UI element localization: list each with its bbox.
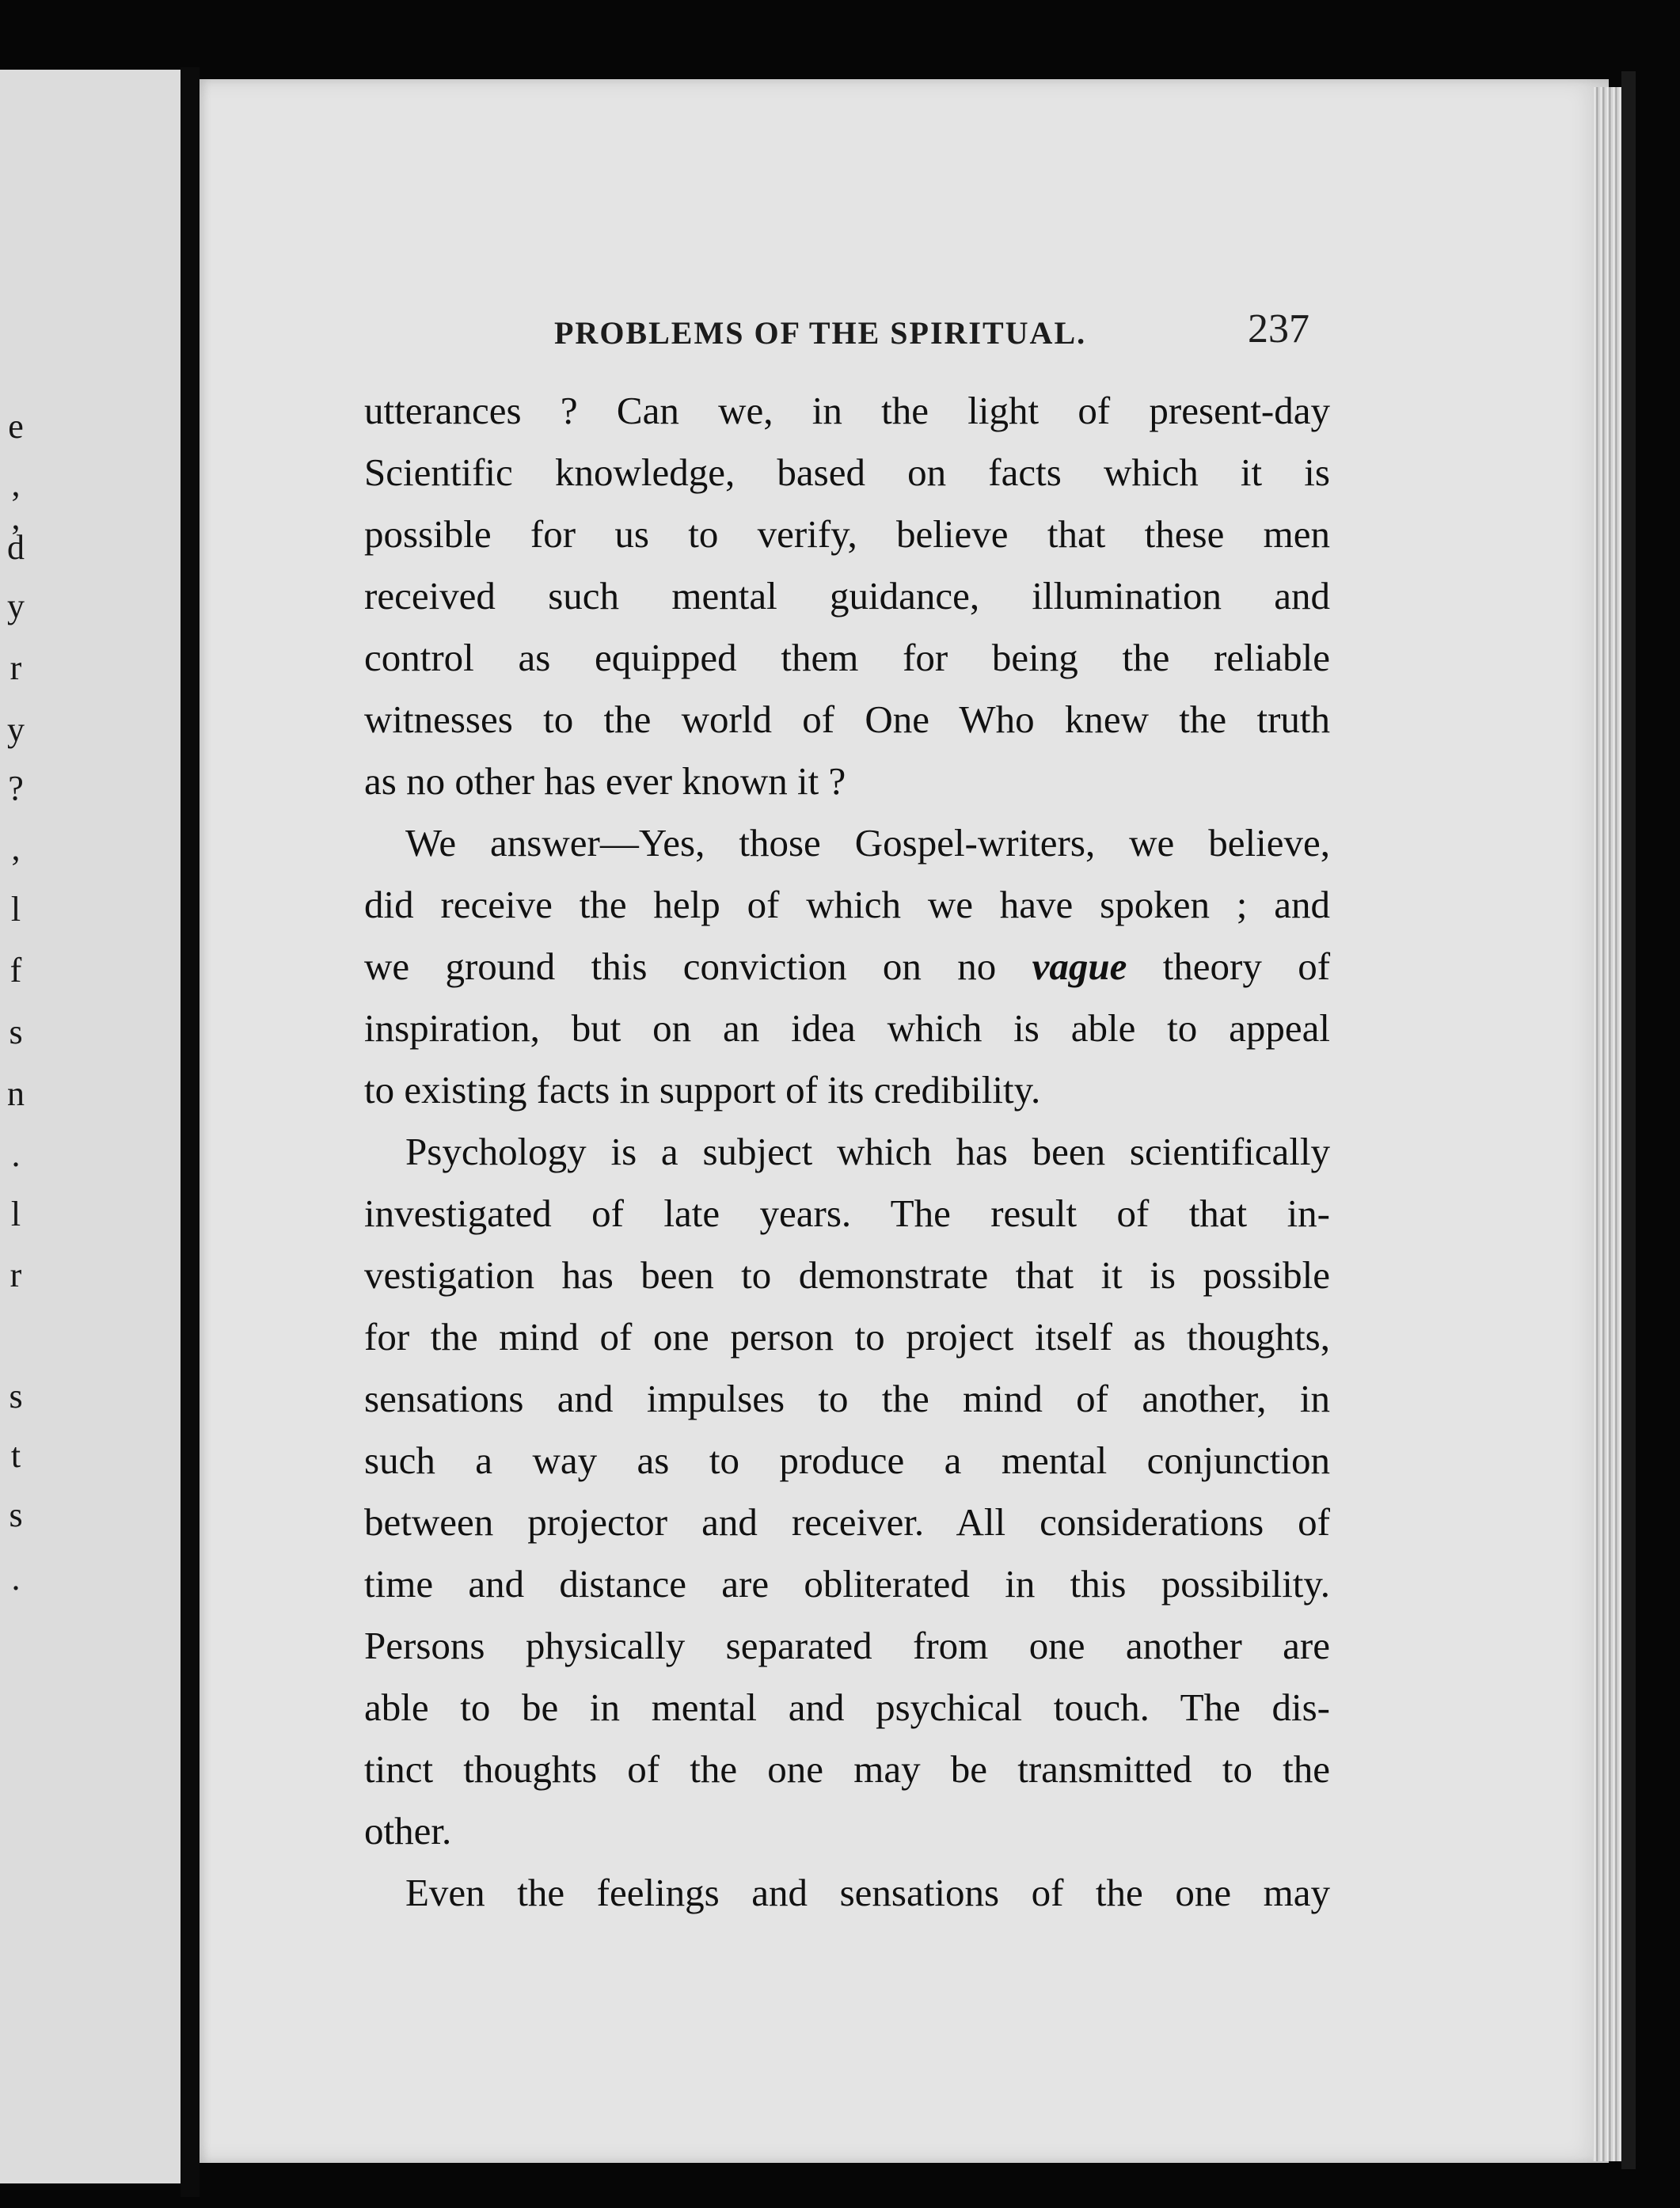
facing-page-fragment: s bbox=[9, 1013, 23, 1051]
facing-page-fragment: t bbox=[10, 1436, 21, 1475]
paragraph bbox=[364, 380, 1330, 812]
paragraph bbox=[364, 1121, 1330, 1862]
facing-page-fragment: , bbox=[11, 465, 21, 504]
text-line: Persons physically separated from one another are bbox=[364, 1624, 1330, 1667]
text-line: utterances ? Can we, in the light of present-day bbox=[364, 389, 1330, 432]
facing-page-fragment: ? bbox=[8, 769, 24, 808]
text-fragment: we ground this conviction on no bbox=[364, 944, 997, 988]
book-gutter bbox=[181, 67, 200, 2197]
facing-page-edge bbox=[0, 70, 181, 2183]
text-line bbox=[364, 936, 1330, 998]
facing-page-fragment: , bbox=[11, 498, 21, 537]
text-line: able to be in mental and psychical touch. The dis- bbox=[364, 1685, 1330, 1729]
text-line: Even the feelings and sensations of the one may bbox=[405, 1871, 1330, 1914]
facing-page-fragment: d bbox=[7, 528, 25, 567]
facing-page-fragment: e bbox=[8, 407, 24, 446]
text-line: did receive the help of which we have spoken ; and bbox=[364, 883, 1330, 926]
facing-page-fragment: , bbox=[11, 829, 21, 868]
facing-page-fragment: . bbox=[11, 1135, 21, 1174]
text-line: to existing facts in support of its credibility. bbox=[364, 1068, 1041, 1112]
paragraph bbox=[364, 812, 1330, 1121]
facing-page-fragment: f bbox=[10, 951, 22, 990]
text-line: between projector and receiver. All considerations of bbox=[364, 1500, 1330, 1544]
facing-page-fragment: . bbox=[11, 1559, 21, 1598]
text-line: time and distance are obliterated in this possibility. bbox=[364, 1562, 1330, 1606]
facing-page-fragment: s bbox=[9, 1377, 23, 1416]
emphasis-text: vague bbox=[1032, 944, 1127, 988]
text-line: control as equipped them for being the reliable bbox=[364, 636, 1330, 679]
text-line: other. bbox=[364, 1809, 452, 1853]
text-line: sensations and impulses to the mind of another, in bbox=[364, 1377, 1330, 1420]
text-line: tinct thoughts of the one may be transmitted to the bbox=[364, 1747, 1330, 1791]
facing-page-fragment: l bbox=[10, 1195, 21, 1233]
facing-page-fragment: y bbox=[7, 587, 25, 625]
text-line: vestigation has been to demonstrate that it is possible bbox=[364, 1253, 1330, 1297]
paragraph bbox=[364, 1862, 1330, 1924]
text-line: inspiration, but on an idea which is able to appeal bbox=[364, 1006, 1330, 1050]
facing-page-fragment: n bbox=[7, 1074, 25, 1113]
text-line: received such mental guidance, illumination and bbox=[364, 574, 1330, 618]
page-number: 237 bbox=[1248, 306, 1309, 352]
text-line: Psychology is a subject which has been scientifically bbox=[405, 1130, 1330, 1173]
page-edge-shadow bbox=[1621, 71, 1636, 2169]
running-head: PROBLEMS OF THE SPIRITUAL. bbox=[554, 315, 1087, 351]
text-line: as no other has ever known it ? bbox=[364, 759, 846, 803]
facing-page-fragment: y bbox=[7, 710, 25, 749]
facing-page-fragment: l bbox=[10, 890, 21, 929]
text-line: witnesses to the world of One Who knew the truth bbox=[364, 697, 1330, 741]
text-line: such a way as to produce a mental conjunction bbox=[364, 1438, 1330, 1482]
text-line: Scientific knowledge, based on facts which it is bbox=[364, 450, 1330, 494]
text-line: We answer—Yes, those Gospel-writers, we believe, bbox=[405, 821, 1330, 865]
facing-page-fragment: s bbox=[9, 1495, 23, 1534]
text-line: investigated of late years. The result of that in- bbox=[364, 1191, 1330, 1235]
text-line: for the mind of one person to project itself as thoughts, bbox=[364, 1315, 1330, 1359]
facing-page-fragment: r bbox=[10, 1256, 22, 1294]
body-text bbox=[364, 380, 1330, 1924]
facing-page-fragment: r bbox=[10, 648, 22, 687]
text-line: possible for us to verify, believe that these men bbox=[364, 512, 1330, 556]
text-fragment: theory of bbox=[1162, 944, 1331, 988]
